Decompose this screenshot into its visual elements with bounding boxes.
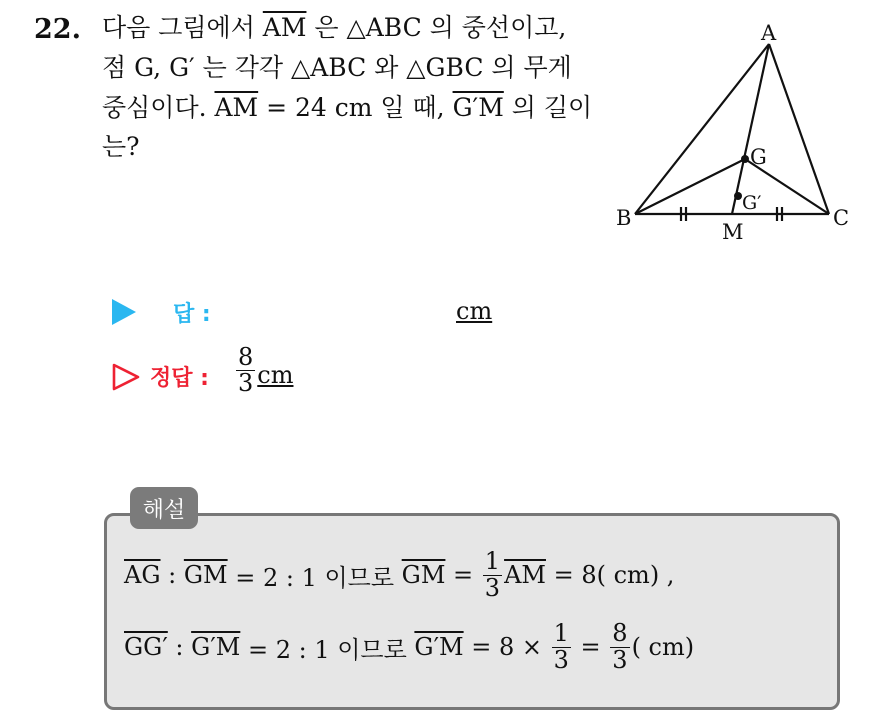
answer-label: 답 : xyxy=(173,302,211,327)
solution-tag: 해설 xyxy=(130,487,198,529)
correct-fraction: $\frac{8}{3}$ xyxy=(238,343,254,398)
edge-ac xyxy=(769,44,829,214)
median-am xyxy=(732,44,769,214)
segment-g2m: G′M xyxy=(452,93,504,122)
correct-value xyxy=(236,345,293,396)
outline-triangle-icon xyxy=(112,363,140,391)
correct-label: 정답 : xyxy=(150,366,209,391)
solution-box xyxy=(104,513,840,710)
label-g: G xyxy=(750,145,767,169)
segment-am: $\overline{AM}$ xyxy=(262,13,307,42)
play-icon xyxy=(112,299,136,325)
segment-bg xyxy=(635,159,745,214)
answer-unit[interactable]: cm xyxy=(456,297,493,325)
solution-line-2: GG′ : G′M = 2 : 1 이므로 G′M = 8 × $\frac{1}{3}$ = $\frac{8}{3}$ ( cm) xyxy=(124,619,695,674)
question-line-4: 는? xyxy=(102,132,140,161)
label-b: B xyxy=(616,206,632,230)
fraction-one-third: $\frac{1}{3}$ xyxy=(553,619,569,674)
label-g-prime: G′ xyxy=(742,192,762,214)
question-number: 22. xyxy=(34,14,81,45)
solution-line-1: $\overline{AG}$ : $\overline{GM}$ = 2 : 1 이므로 $\overline{GM}$ = $\frac{1}{3}$ $\overline{AM}$ = 8( cm) , xyxy=(124,547,675,602)
label-c: C xyxy=(833,206,850,230)
edge-ab xyxy=(635,44,769,214)
segment-am: $\overline{AM}$ xyxy=(214,93,259,122)
question-line-2: 점 G, G′ 는 각각 △ABC 와 △GBC 의 무게 xyxy=(102,53,572,82)
label-m: M xyxy=(722,220,744,244)
fraction-eight-thirds: $\frac{8}{3}$ xyxy=(612,619,628,674)
triangle-figure xyxy=(600,18,860,248)
point-g-prime xyxy=(734,192,742,200)
question-line-3: 중심이다. $\overline{AM} = 24$ cm 일 때, G′M 의 길이 xyxy=(102,93,593,122)
point-g xyxy=(741,155,749,163)
correct-unit: cm xyxy=(257,360,294,389)
label-a: A xyxy=(761,21,777,45)
question-line-1: 다음 그림에서 $\overline{AM}$ 은 △ABC 의 중선이고, xyxy=(102,13,567,42)
fraction-one-third: $\frac{1}{3}$ xyxy=(484,547,501,602)
